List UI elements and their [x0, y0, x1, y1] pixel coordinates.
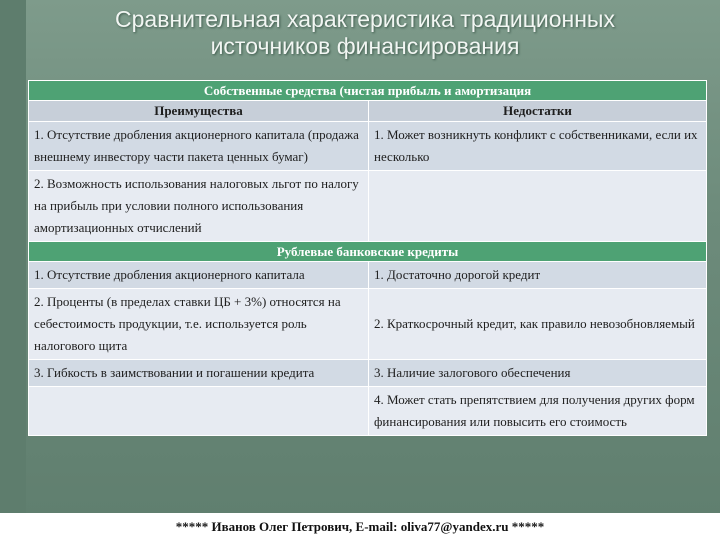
comparison-table	[28, 80, 707, 436]
title-line-1: Сравнительная характеристика традиционных	[115, 6, 615, 32]
disadvantage-cell	[369, 171, 707, 242]
title-line-2: источников финансирования	[210, 33, 520, 59]
disadvantage-cell: 1. Может возникнуть конфликт с собственниками, если их несколько	[369, 122, 707, 171]
advantage-cell: 1. Отсутствие дробления акционерного капитала (продажа внешнему инвестору части пакета ценных бумаг)	[29, 122, 369, 171]
advantage-cell: 3. Гибкость в заимствовании и погашении кредита	[29, 360, 369, 387]
column-header-row	[29, 101, 707, 122]
table-row	[29, 360, 707, 387]
advantage-cell: 1. Отсутствие дробления акционерного капитала	[29, 262, 369, 289]
advantage-cell: 2. Возможность использования налоговых льгот по налогу на прибыль при условии полного использования амортизационных отчислений	[29, 171, 369, 242]
advantage-cell	[29, 387, 369, 436]
section-heading-bank-credits: Рублевые банковские кредиты	[29, 242, 707, 262]
footer-author-credit: ***** Иванов Олег Петрович, E-mail: oliva77@yandex.ru *****	[0, 513, 720, 540]
column-header-disadvantages: Недостатки	[369, 101, 707, 122]
table-row	[29, 262, 707, 289]
disadvantage-cell: 3. Наличие залогового обеспечения	[369, 360, 707, 387]
column-header-advantages: Преимущества	[29, 101, 369, 122]
table-row	[29, 289, 707, 360]
left-decorative-bar	[0, 0, 26, 540]
table-row	[29, 387, 707, 436]
disadvantage-cell: 4. Может стать препятствием для получения других форм финансирования или повысить его стоимость	[369, 387, 707, 436]
table-row	[29, 122, 707, 171]
advantage-cell: 2. Проценты (в пределах ставки ЦБ + 3%) относятся на себестоимость продукции, т.е. используется роль налогового щита	[29, 289, 369, 360]
section-header-row	[29, 242, 707, 262]
disadvantage-cell: 1. Достаточно дорогой кредит	[369, 262, 707, 289]
comparison-table-container	[28, 80, 706, 436]
table-row	[29, 171, 707, 242]
page-title	[30, 6, 700, 60]
section-heading-own-funds: Собственные средства (чистая прибыль и амортизация	[29, 81, 707, 101]
section-header-row	[29, 81, 707, 101]
disadvantage-cell: 2. Краткосрочный кредит, как правило невозобновляемый	[369, 289, 707, 360]
